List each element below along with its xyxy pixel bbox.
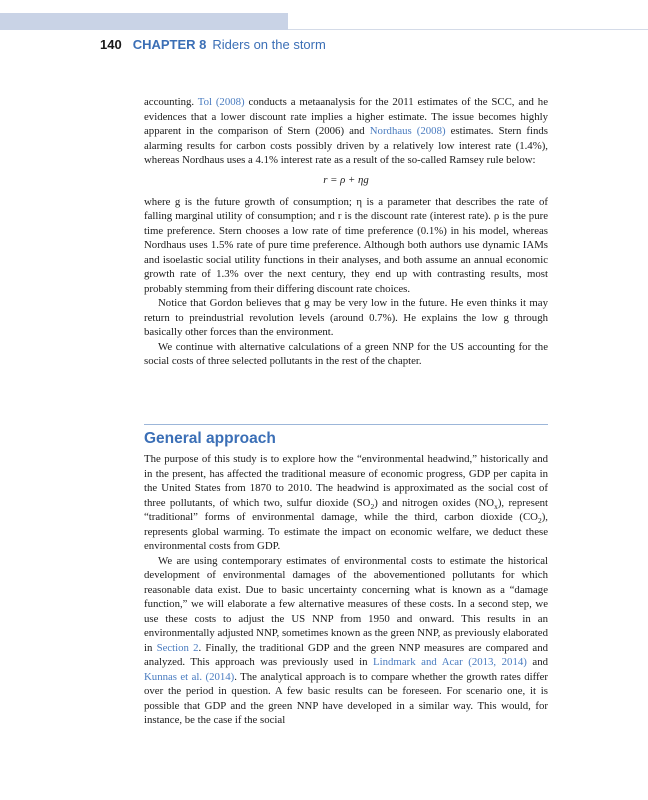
paragraph-ramsey-explanation: where g is the future growth of consumption; η is a parameter that describes the rate of falling marginal utility of consumption; and r is the discount rate (interest rate). ρ is the pure time preference. Stern chooses a low rate of time preference (0.1%) in his model, whereas Nordhaus uses 1.5% rate of pure time preference. Although both authors use dynamic IAMs and isoelastic social utility functions in their analyses, and both assume an annual economic growth rate of 1.3% over the next century, they end up with contrasting results, most probably stemming from their differing discount rate choices. — [144, 195, 548, 295]
ramsey-formula: r = ρ + ηg — [323, 173, 369, 186]
paragraph-ramsey-intro — [144, 95, 548, 168]
section-rule — [144, 424, 548, 425]
chapter-label: CHAPTER 8 — [132, 37, 207, 52]
subscript: 2 — [370, 501, 375, 511]
subscript: 2 — [537, 516, 542, 526]
text-run: . The analytical approach is to compare whether the growth rates differ over the period in question. A few basic results can be foreseen. For scenario one, it is possible that GDP and the green NNP have developed in a similar way. This would, for instance, be the case if the social — [144, 670, 548, 726]
text-run: ), represents global warming. To estimate the impact on economic welfare, we deduct these environmental costs from GDP. — [144, 511, 548, 552]
section-heading: General approach — [144, 430, 276, 447]
running-header — [100, 37, 326, 53]
text-run: The purpose of this study is to explore how the “environmental headwind,” historically and in the present, has affected the traditional measure of economic progress, GDP per capita in the United States from 1870 to 2010. The headwind is approximated as the social cost of three pollutants, of which two, sulfur dioxide (SO — [144, 453, 548, 509]
text-run: conducts a metaanalysis for the 2011 estimates of the SCC, and he evidences that a lower discount rate implies a higher estimate. The issue becomes highly apparent in the comparison of Stern (2006) and — [144, 96, 548, 137]
paragraph-transition: We continue with alternative calculations of a green NNP for the US accounting for the social costs of three selected pollutants in the rest of the chapter. — [144, 340, 548, 367]
citation-link-nordhaus[interactable]: Nordhaus (2008) — [369, 125, 446, 137]
text-run: and — [526, 656, 548, 668]
text-run: accounting. — [144, 96, 198, 108]
body-text-top — [144, 95, 548, 369]
page-number: 140 — [100, 37, 122, 52]
chapter-title: Riders on the storm — [212, 37, 326, 52]
body-text-section — [144, 452, 548, 728]
header-rule — [288, 29, 648, 30]
citation-link-kunnas[interactable]: Kunnas et al. (2014) — [144, 670, 235, 683]
text-run: ) and nitrogen oxides (NO — [374, 496, 495, 509]
section-link[interactable]: Section 2 — [156, 641, 199, 654]
paragraph-purpose — [144, 452, 548, 554]
text-run: estimates. Stern finds alarming results for carbon costs possibly driven by a relatively low interest rate (1.4%), whereas Nordhaus uses a 4.1% interest rate as a result of the so-called Ramsey rule below: — [144, 125, 549, 166]
text-run: . Finally, the traditional GDP and the green NNP measures are compared and analyzed. This approach was previously used in — [144, 641, 548, 668]
citation-link-tol[interactable]: Tol (2008) — [197, 96, 245, 108]
text-run: ), represent “traditional” forms of environmental damage, while the third, carbon dioxide (CO — [144, 496, 549, 523]
citation-link-lindmark[interactable]: Lindmark and Acar (2013, 2014) — [373, 656, 527, 668]
paragraph-method — [144, 554, 548, 728]
header-accent-bar — [0, 13, 288, 30]
text-run: We are using contemporary estimates of environmental costs to estimate the historical development of environmental damages of the abovementioned pollutants for which reasonable data exist. Due to basic uncertainty concerning what is known as a “damage function,” we will elaborate a few alternative measures of these costs. In a second step, we use these costs to adjust the US NNP from 1950 and onward. This results in an environmentally adjusted NNP, sometimes known as the green NNP, as previously elaborated in — [144, 554, 548, 654]
paragraph-gordon: Notice that Gordon believes that g may be very low in the future. He even thinks it may return to preindustrial revolution levels (around 0.7%). He explains the low g through basically other forces than the environment. — [144, 297, 548, 338]
subscript: x — [494, 501, 498, 511]
